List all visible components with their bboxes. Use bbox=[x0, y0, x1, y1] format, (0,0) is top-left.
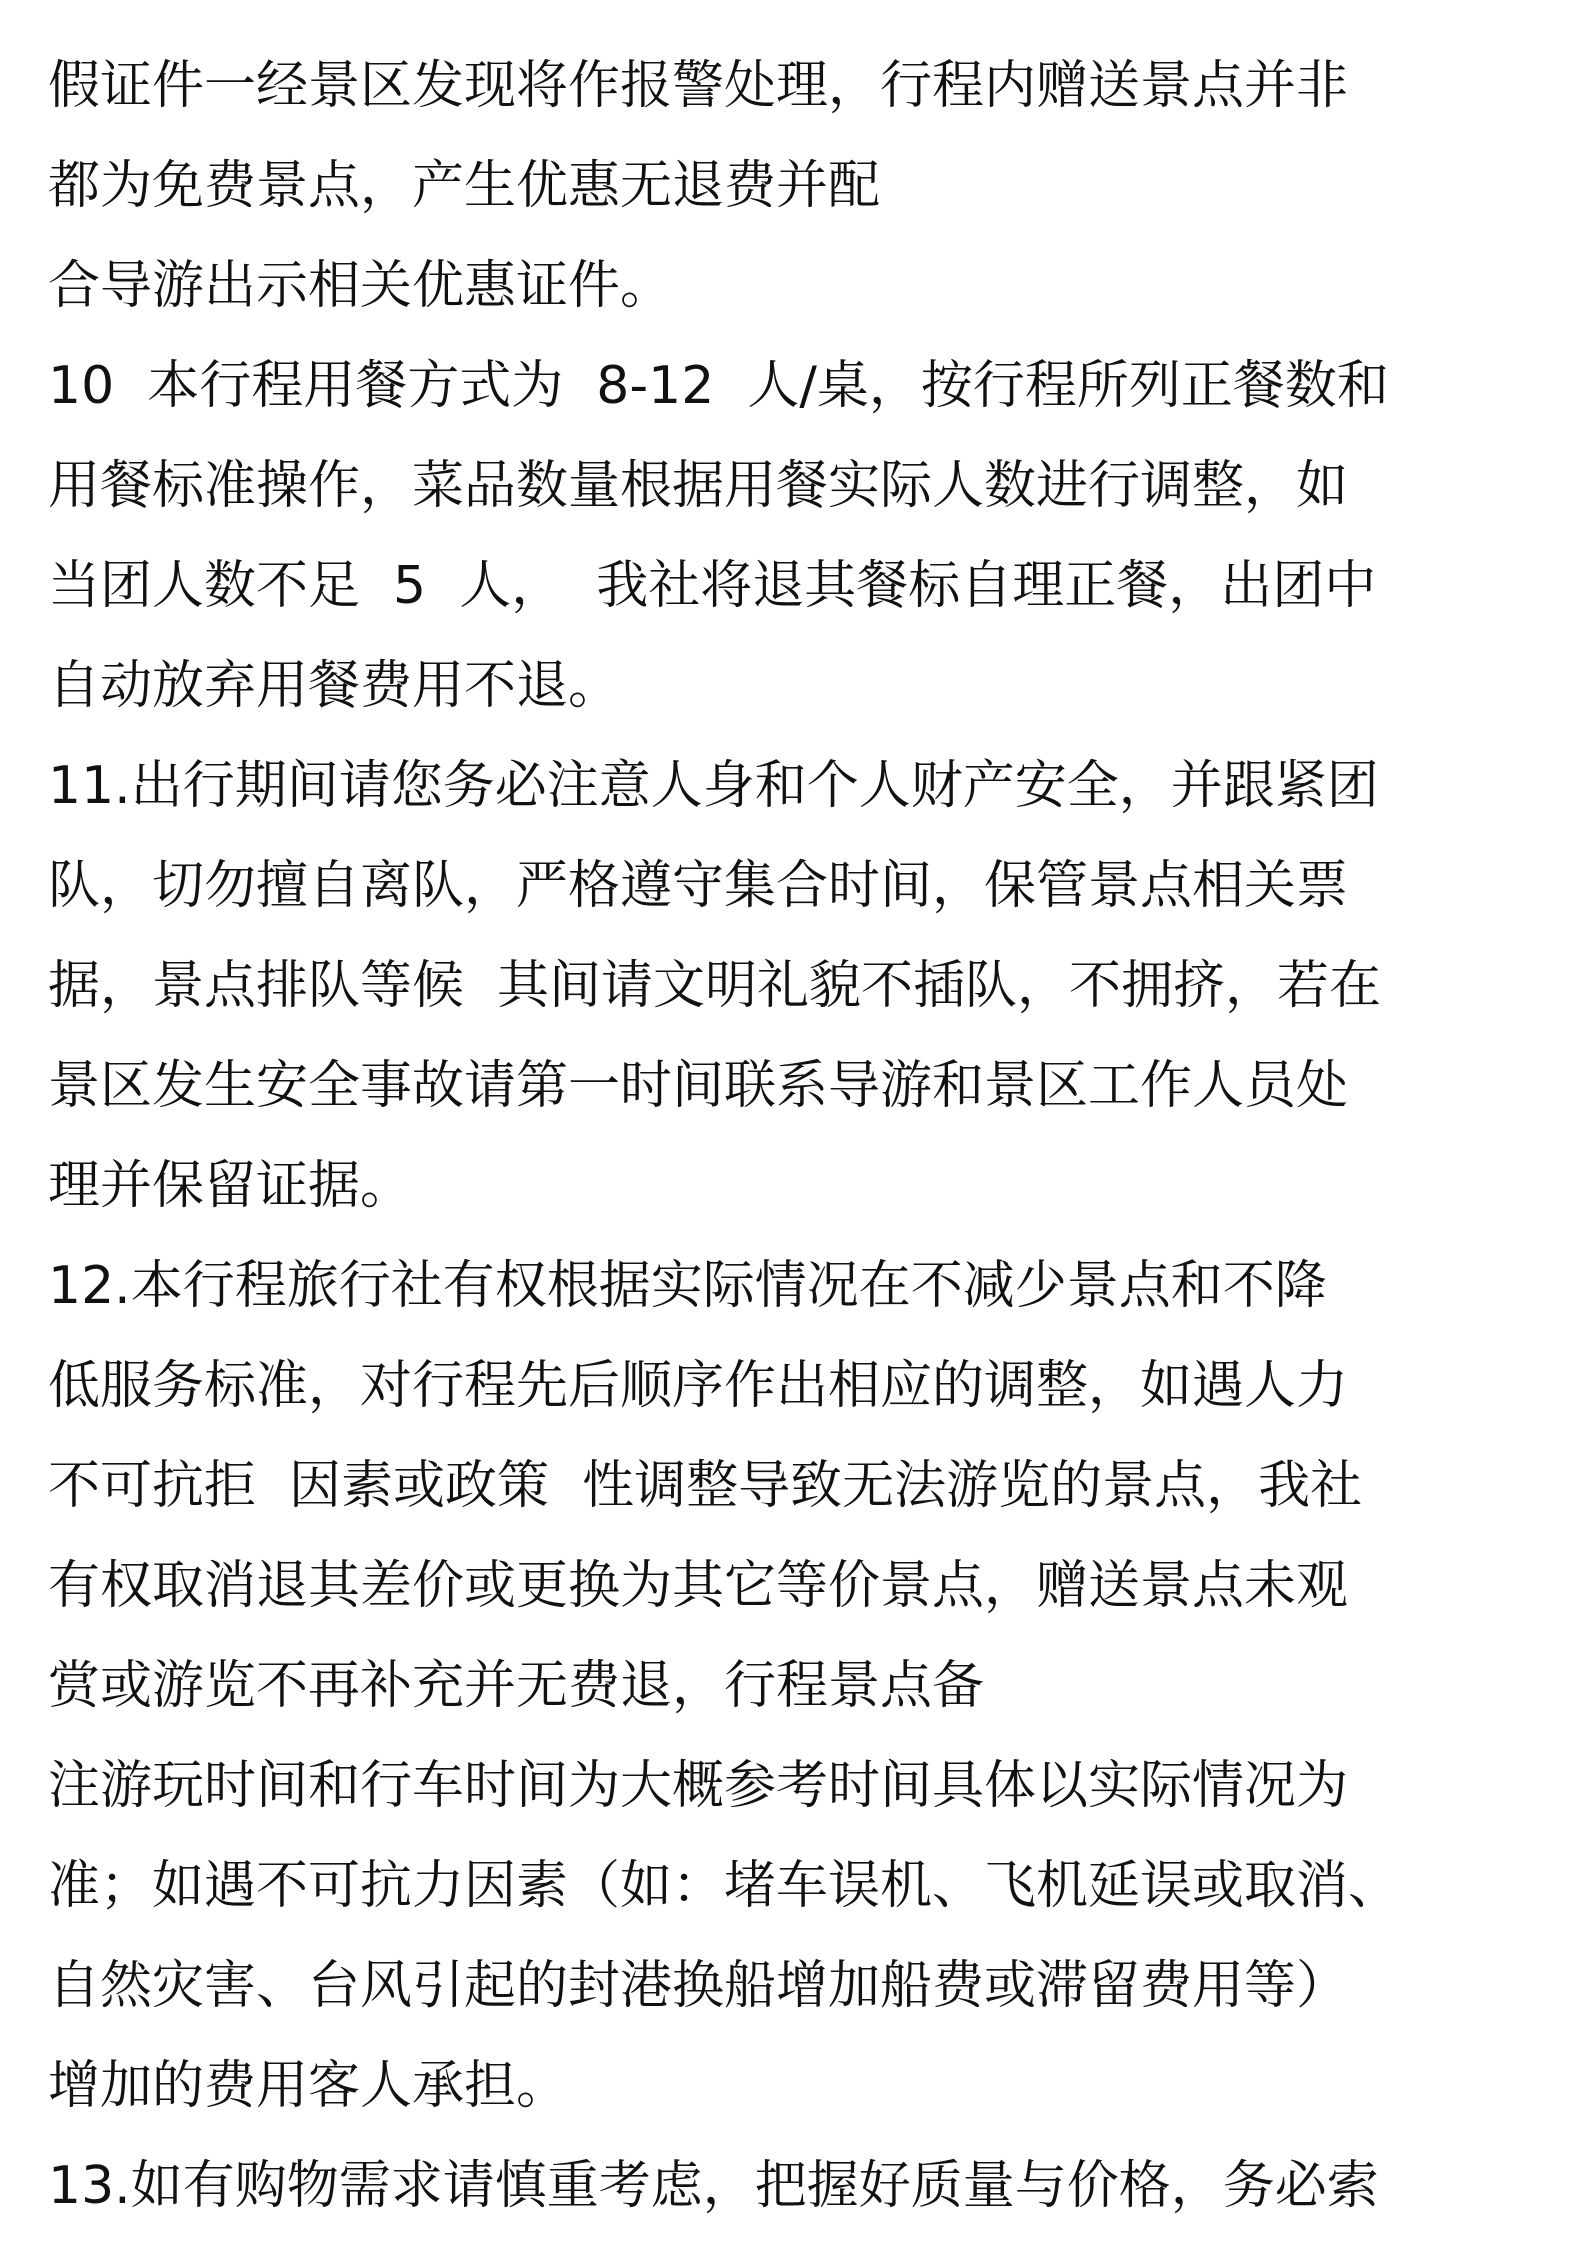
text-line: 假证件一经景区发现将作报警处理，行程内赠送景点并非 bbox=[48, 56, 1349, 116]
text-line: 13.如有购物需求请慎重考虑，把握好质量与价格，务必索 bbox=[48, 2156, 1379, 2216]
text-line: 据，景点排队等候 其间请文明礼貌不插队，不拥挤，若在 bbox=[48, 956, 1382, 1016]
text-line: 11.出行期间请您务必注意人身和个人财产安全，并跟紧团 bbox=[48, 756, 1379, 816]
document-body-text bbox=[48, 36, 1558, 2236]
text-line: 用餐标准操作，菜品数量根据用餐实际人数进行调整，如 bbox=[48, 456, 1349, 516]
text-line: 自然灾害、台风引起的封港换船增加船费或滞留费用等） bbox=[48, 1956, 1349, 2016]
text-line: 赏或游览不再补充并无费退，行程景点备 bbox=[48, 1656, 985, 1716]
text-line: 10 本行程用餐方式为 8-12 人/桌，按行程所列正餐数和 bbox=[48, 356, 1389, 416]
text-line: 理并保留证据。 bbox=[48, 1156, 413, 1216]
text-line: 有权取消退其差价或更换为其它等价景点，赠送景点未观 bbox=[48, 1556, 1349, 1616]
text-line: 队，切勿擅自离队，严格遵守集合时间，保管景点相关票 bbox=[48, 856, 1349, 916]
text-line: 增加的费用客人承担。 bbox=[48, 2056, 569, 2116]
text-line: 注游玩时间和行车时间为大概参考时间具体以实际情况为 bbox=[48, 1756, 1349, 1816]
text-line: 合导游出示相关优惠证件。 bbox=[48, 256, 673, 316]
text-line: 自动放弃用餐费用不退。 bbox=[48, 656, 621, 716]
text-line: 景区发生安全事故请第一时间联系导游和景区工作人员处 bbox=[48, 1056, 1349, 1116]
text-line: 当团人数不足 5 人， 我社将退其餐标自理正餐，出团中 bbox=[48, 556, 1377, 616]
text-line: 不可抗拒 因素或政策 性调整导致无法游览的景点，我社 bbox=[48, 1456, 1363, 1516]
text-line: 都为免费景点，产生优惠无退费并配 bbox=[48, 156, 881, 216]
text-line: 低服务标准，对行程先后顺序作出相应的调整，如遇人力 bbox=[48, 1356, 1349, 1416]
text-line: 12.本行程旅行社有权根据实际情况在不减少景点和不降 bbox=[48, 1256, 1327, 1316]
text-line: 准；如遇不可抗力因素（如：堵车误机、飞机延误或取消、 bbox=[48, 1856, 1401, 1916]
